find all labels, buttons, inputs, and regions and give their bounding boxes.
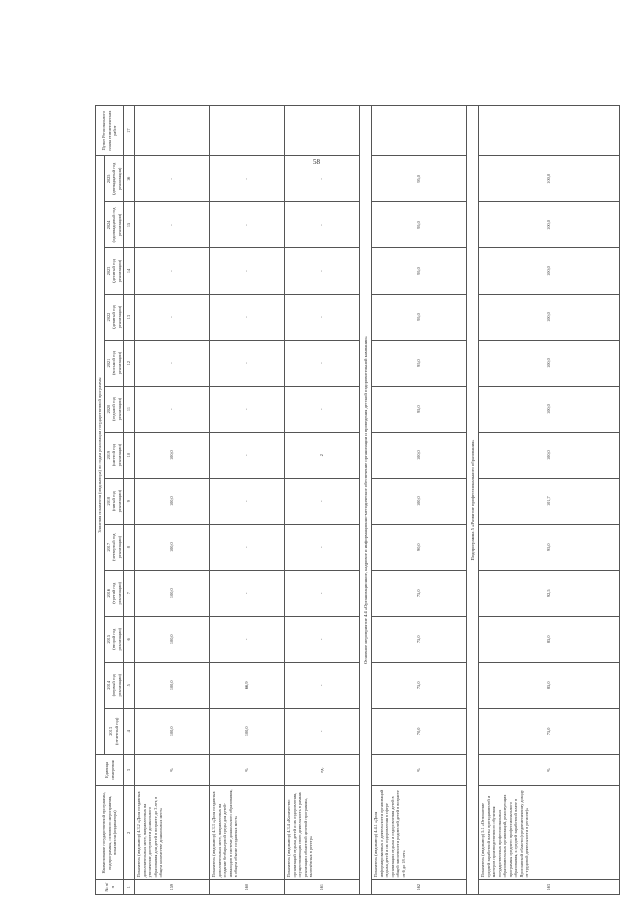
year-header: 2024 (одиннадцатый год реализации): [104, 202, 124, 248]
year-header: 2022 (девятый год реализации): [104, 294, 124, 340]
table-row: [210, 106, 285, 895]
year-header: 2025 (двенадцатый год реализации): [104, 156, 124, 202]
value-cell: 101,7: [479, 478, 620, 524]
year-header: 2021 (восьмой год реализации): [104, 340, 124, 386]
column-number: 9: [124, 478, 135, 524]
section-heading: Подпрограмма 5 «Развитие профессионального образования»: [467, 106, 479, 895]
value-cell: 100,0: [479, 248, 620, 294]
value-cell: -: [285, 708, 360, 754]
value-cell: 75,0: [479, 708, 620, 754]
value-cell: 100,0: [479, 202, 620, 248]
value-cell: -: [210, 432, 285, 478]
value-cell: 95,0: [372, 386, 467, 432]
column-number: 5: [124, 662, 135, 708]
rotated-table-wrapper: [95, 105, 635, 895]
value-cell: 70,0: [372, 708, 467, 754]
year-header: 2020 (седьмой год реализации): [104, 386, 124, 432]
value-cell: 85,0: [479, 662, 620, 708]
value-cell: -: [210, 156, 285, 202]
column-number: 2: [124, 786, 135, 880]
column-number: 17: [124, 106, 135, 156]
column-number: 6: [124, 616, 135, 662]
column-number: 12: [124, 340, 135, 386]
year-header: 2018 (пятый год реализации): [104, 478, 124, 524]
value-cell: 66,9: [210, 662, 285, 708]
value-cell: -: [210, 570, 285, 616]
value-cell: 100,0: [135, 570, 210, 616]
section-row-4-4: [360, 106, 372, 895]
header-name: Наименование государственной программы, подпрограммы, основного мероприятия, показателя (индикатора): [96, 786, 124, 880]
column-number: 1: [124, 880, 135, 895]
value-cell: -: [285, 340, 360, 386]
value-cell: -: [210, 386, 285, 432]
stat-cell: [372, 106, 467, 156]
value-cell: -: [135, 248, 210, 294]
section-heading: Основное мероприятие 4.4 «Организационное, кадровое и информационно-методическое обеспечение организации и проведения детской оздоровительной кампании»: [360, 106, 372, 895]
header-values-group: Значения показателя (индикатора) по годам реализации государственной программы: [96, 156, 105, 755]
year-header: 2017 (четвертый год реализации): [104, 524, 124, 570]
row-number: 161: [285, 880, 360, 895]
value-cell: -: [135, 340, 210, 386]
value-cell: 100,0: [135, 478, 210, 524]
value-cell: 2: [285, 432, 360, 478]
indicator-name: Показатель (индикатор) 4.4.1 «Доля информированных о деятельности организаций отдыха детей и их оздоровления в сфере организации отдыха и оздоровления детей в общей численности родителей детей в возрасте от 6 до 18 лет»: [372, 786, 467, 880]
column-number: 14: [124, 248, 135, 294]
value-cell: 100,0: [135, 432, 210, 478]
column-number-row: [124, 106, 135, 895]
value-cell: 100,0: [372, 432, 467, 478]
column-number: 8: [124, 524, 135, 570]
value-cell: -: [135, 386, 210, 432]
value-cell: 100,0: [479, 294, 620, 340]
value-cell: -: [210, 202, 285, 248]
value-cell: -: [285, 386, 360, 432]
unit-cell: ед.: [285, 754, 360, 785]
value-cell: 100,0: [135, 708, 210, 754]
value-cell: -: [285, 156, 360, 202]
header-unit: Единица измерения: [96, 754, 124, 785]
value-cell: -: [210, 616, 285, 662]
value-cell: -: [285, 570, 360, 616]
value-cell: 85,0: [479, 616, 620, 662]
stat-cell: [479, 106, 620, 156]
column-number: 10: [124, 432, 135, 478]
value-cell: -: [285, 478, 360, 524]
row-number: 160: [210, 880, 285, 895]
year-header: 2023 (десятый год реализации): [104, 248, 124, 294]
table-row: [285, 106, 360, 895]
value-cell: -: [135, 156, 210, 202]
value-cell: -: [285, 248, 360, 294]
value-cell: 95,0: [479, 524, 620, 570]
indicator-name: Показатель (индикатор) 4.3.2 «Доля созданных дополнительных мест, направленных на увеличение доступности дошкольного образования для детей в возрасте до 3 лет, в общем количестве дошкольных мест»: [135, 786, 210, 880]
value-cell: -: [285, 616, 360, 662]
value-cell: 75,0: [372, 570, 467, 616]
year-header: 2016 (третий год реализации): [104, 570, 124, 616]
value-cell: 92,5: [479, 570, 620, 616]
value-cell: -: [285, 202, 360, 248]
column-number: 11: [124, 386, 135, 432]
year-header: 2015 (второй год реализации): [104, 616, 124, 662]
column-number: 15: [124, 202, 135, 248]
value-cell: 95,0: [372, 202, 467, 248]
indicator-name: Показатель (индикатор) 4.3.4 «Количество организаций отдыха детей и их оздоровления, осуществляющих свою деятельность в рамках реализации областной целевой программы, включённых в реестр»: [285, 786, 360, 880]
unit-cell: %: [372, 754, 467, 785]
value-cell: 100,0: [372, 478, 467, 524]
stat-cell: [210, 106, 285, 156]
year-header: 2019 (шестой год реализации): [104, 432, 124, 478]
value-cell: 95,0: [372, 340, 467, 386]
value-cell: -: [135, 202, 210, 248]
year-header: 2013 (отчетный год): [104, 708, 124, 754]
stat-cell: [285, 106, 360, 156]
value-cell: 100,0: [210, 708, 285, 754]
column-number: 7: [124, 570, 135, 616]
table-row: [135, 106, 210, 895]
year-header: 2014 (первый год реализации): [104, 662, 124, 708]
value-cell: 95,0: [372, 248, 467, 294]
unit-cell: %: [210, 754, 285, 785]
section-row-5: [467, 106, 479, 895]
value-cell: 100,0: [479, 156, 620, 202]
unit-cell: %: [479, 754, 620, 785]
value-cell: 75,0: [372, 616, 467, 662]
value-cell: 95,0: [372, 294, 467, 340]
value-cell: 100,0: [135, 616, 210, 662]
value-cell: 100,0: [479, 432, 620, 478]
value-cell: -: [210, 478, 285, 524]
column-number: 13: [124, 294, 135, 340]
indicators-table: [95, 105, 620, 895]
indicator-name: Показатель (индикатор) 4.3.3 «Доля созданных дополнительных мест, направленных на создание безбарьерной среды для детей-инвалидов в системе дошкольного образования, в общем объеме созданных мест»: [210, 786, 285, 880]
header-stat-plan: Пункт Регионального плана статистических работ: [96, 106, 124, 156]
value-cell: 90,0: [372, 524, 467, 570]
value-cell: -: [285, 662, 360, 708]
header-no: № п/п: [96, 880, 124, 895]
value-cell: -: [285, 524, 360, 570]
unit-cell: %: [135, 754, 210, 785]
value-cell: 100,0: [135, 662, 210, 708]
column-number: 4: [124, 708, 135, 754]
value-cell: -: [210, 340, 285, 386]
row-number: 163: [479, 880, 620, 895]
value-cell: -: [210, 248, 285, 294]
page-number: 58: [313, 158, 320, 166]
value-cell: -: [210, 524, 285, 570]
value-cell: -: [285, 294, 360, 340]
row-number: 159: [135, 880, 210, 895]
row-number: 162: [372, 880, 467, 895]
value-cell: 95,0: [372, 156, 467, 202]
value-cell: 75,0: [372, 662, 467, 708]
value-cell: -: [210, 294, 285, 340]
header-row-1: [96, 106, 105, 895]
stat-cell: [135, 106, 210, 156]
value-cell: 100,0: [479, 340, 620, 386]
value-cell: 100,0: [479, 386, 620, 432]
value-cell: -: [135, 294, 210, 340]
table-row: [479, 106, 620, 895]
column-number: 3: [124, 754, 135, 785]
indicator-name: Показатель (индикатор) 5.1 «Отношение средней заработной платы преподавателей и мастеров производственного обучения государственных профессиональных образовательных организаций, реализующих программы среднего профессионального образования, к средней заработной плате в Ярославской области (среднемесячному доходу от трудовой деятельности в регионе)»: [479, 786, 620, 880]
column-number: 16: [124, 156, 135, 202]
value-cell: 100,0: [135, 524, 210, 570]
table-row: [372, 106, 467, 895]
